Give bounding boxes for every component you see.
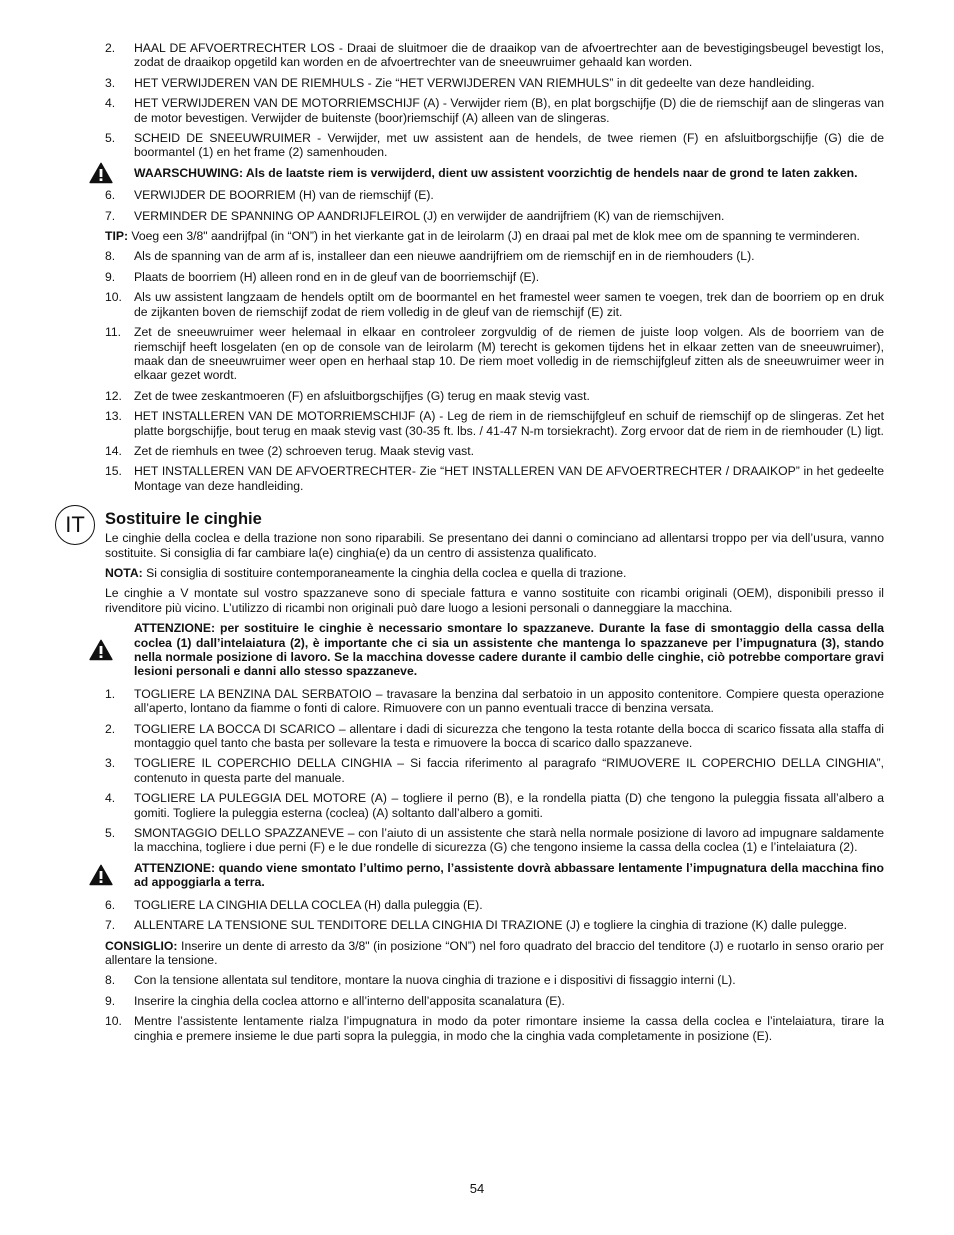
nota-label: NOTA: <box>105 565 143 580</box>
it-steps-6-7 <box>105 898 884 933</box>
item-text: Mentre l’assistente lentamente rialza l’impugnatura in modo da poter rimontare insieme la cassa della coclea e l’intelaiatura, tirare la cinghia e premere insieme le due parti sopra la puleggia, in modo che la cinghia vada completamente in posizione (E). <box>134 1014 884 1043</box>
item-number: 12. <box>105 388 122 403</box>
item-text: VERMINDER DE SPANNING OP AANDRIJFLEIROL (J) en verwijder de aandrijfriem (K) van de riemschijven. <box>134 208 725 223</box>
item-number: 9. <box>105 269 116 284</box>
item-text: TOGLIERE LA PULEGGIA DEL MOTORE (A) – togliere il perno (B), e la rondella piatta (D) che tengono la puleggia fissata all’albero a gomiti. Togliere la puleggia esterna (coclea) (A) soltanto dall’albero a gomiti. <box>134 791 884 820</box>
item-number: 7. <box>105 208 116 223</box>
warning-text: ATTENZIONE: per sostituire le cinghie è necessario smontare lo spazzaneve. Durante la fase di smontaggio della cassa della coclea (1) dall’intelaiatura (2), è importante che ci sia un assistente che mantenga lo spazzaneve per l’impugnatura (3), stando nella normale posizione di lavoro. Se la macchina dovesse cadere durante il cambio delle cinghie, ciò potrebbe comportare gravi lesioni personali e danni allo stesso spazzaneve. <box>134 621 884 679</box>
it-warning-1 <box>105 621 884 679</box>
list-item <box>105 270 884 284</box>
item-number: 4. <box>105 96 116 111</box>
item-text: TOGLIERE LA BOCCA DI SCARICO – allentare i dadi di sicurezza che tengono la testa rotante della bocca di scarico fissata alla staffa di montaggio quel tanto che basta per sollevare la testa e rimuovere la bocca di scarico dallo spazzaneve. <box>134 721 884 751</box>
page-number: 54 <box>469 1181 485 1196</box>
list-item <box>105 249 884 263</box>
item-number: 14. <box>105 443 122 458</box>
item-number: 8. <box>105 973 116 988</box>
list-item <box>105 918 884 932</box>
item-number: 11. <box>105 325 122 340</box>
list-item <box>105 96 884 125</box>
item-text: Con la tensione allentata sul tenditore, montare la nuova cinghia di trazione e i dispositivi di fissaggio interni (L). <box>134 973 736 988</box>
item-number: 5. <box>105 826 116 841</box>
item-number: 13. <box>105 409 122 424</box>
list-item <box>105 756 884 785</box>
list-item <box>105 409 884 438</box>
item-number: 10. <box>105 290 122 305</box>
item-text: TOGLIERE IL COPERCHIO DELLA CINGHIA – Si faccia riferimento al paragrafo “RIMUOVERE IL COPERCHIO DELLA CINGHIA”, contenuto in questa parte del manuale. <box>134 756 884 785</box>
list-item <box>105 325 884 383</box>
warning-triangle-icon <box>89 864 113 886</box>
list-item <box>105 444 884 458</box>
it-vbelt-note: Le cinghie a V montate sul vostro spazzaneve sono di speciale fattura e vanno sostituite con ricambi originali (OEM), disponibili presso il rivenditore più vicino. L’utilizzo di ricambi non originali può dare luogo a lesioni personali o danneggiare la macchina. <box>105 586 884 615</box>
warning-triangle-icon <box>89 639 113 661</box>
item-text: SCHEID DE SNEEUWRUIMER - Verwijder, met uw assistent aan de hendels, de twee riemen (F) en afsluitborgschijfje (G) die de boormantel (1) en het frame (2) samenhouden. <box>134 131 884 160</box>
item-text: Plaats de boorriem (H) alleen rond en in de gleuf van de boorriemschijf (E). <box>134 269 540 284</box>
item-number: 7. <box>105 918 116 933</box>
item-number: 9. <box>105 993 116 1008</box>
it-nota <box>105 566 884 580</box>
list-item <box>105 791 884 820</box>
item-text: HET INSTALLEREN VAN DE AFVOERTRECHTER- Zie “HET INSTALLEREN VAN DE AFVOERTRECHTER / DRAAIKOP” in het gedeelte Montage van deze handleiding. <box>134 464 884 493</box>
list-item <box>105 994 884 1008</box>
nl-steps-8-15 <box>105 249 884 493</box>
list-item <box>105 389 884 403</box>
item-text: TOGLIERE LA BENZINA DAL SERBATOIO – travasare la benzina dal serbatoio in un apposito contenitore. Compiere questa operazione all’aperto, lontano da fiamme o fonti di calore. Rimuovere con un panno eventuali tracce di benzina versata. <box>134 686 884 716</box>
item-number: 1. <box>105 686 116 701</box>
item-number: 2. <box>105 41 116 55</box>
list-item <box>105 76 884 90</box>
it-section <box>65 509 884 1043</box>
item-text: Als uw assistent langzaam de hendels optilt om de boormantel en het framestel weer samen te voegen, trek dan de boorriem op en druk de zijkanten boven de riemschijf zodat de riem volledig in de gleuf van de riemschijf (E) zit. <box>134 290 884 319</box>
item-text: VERWIJDER DE BOORRIEM (H) van de riemschijf (E). <box>134 188 434 203</box>
list-item <box>105 1014 884 1043</box>
nl-steps-6-7 <box>105 188 884 223</box>
it-warning-2 <box>105 861 884 890</box>
item-number: 3. <box>105 75 116 90</box>
item-number: 4. <box>105 791 116 806</box>
item-number: 5. <box>105 131 116 146</box>
list-item <box>105 290 884 319</box>
item-number: 8. <box>105 249 116 264</box>
list-item <box>105 826 884 855</box>
item-number: 3. <box>105 756 116 771</box>
it-consiglio <box>105 939 884 968</box>
list-item <box>105 209 884 223</box>
list-item <box>105 898 884 912</box>
item-text: Inserire la cinghia della coclea attorno e all’interno dell’apposita scanalatura (E). <box>134 993 565 1008</box>
it-steps-8-10 <box>105 973 884 1043</box>
warning-text: ATTENZIONE: quando viene smontato l’ultimo perno, l’assistente dovrà abbassare lentamente l’impugnatura della macchina fino ad appoggiarla a terra. <box>134 860 884 890</box>
list-item <box>105 722 884 751</box>
item-text: HET VERWIJDEREN VAN DE RIEMHULS - Zie “HET VERWIJDEREN VAN RIEMHULS” in dit gedeelte van deze handleiding. <box>134 75 815 90</box>
item-text: TOGLIERE LA CINGHIA DELLA COCLEA (H) dalla puleggia (E). <box>134 897 483 912</box>
consiglio-text: Inserire un dente di arresto da 3/8" (in posizione “ON”) nel foro quadrato del braccio del tenditore (J) e ruotarlo in senso orario per allentare la tensione. <box>105 938 884 967</box>
item-text: SMONTAGGIO DELLO SPAZZANEVE – con l’aiuto di un assistente che starà nella normale posizione di lavoro ad impugnare saldamente la macchina, togliere i due perni (F) e le due rondelle di sicurezza (G) che tengono insieme la cassa della coclea (1) e l’intelaiatura (2). <box>134 826 884 855</box>
warning-triangle-icon <box>89 162 113 184</box>
section-heading: Sostituire le cinghie <box>105 510 262 529</box>
language-badge: IT <box>55 505 95 545</box>
item-text: Als de spanning van de arm af is, installeer dan een nieuwe aandrijfriem om de riemschijf en in de riemhouders (L). <box>134 249 755 264</box>
list-item <box>105 41 884 70</box>
item-number: 15. <box>105 464 122 479</box>
nl-steps-1-5 <box>105 41 884 160</box>
tip-text: Voeg een 3/8" aandrijfpal (in “ON”) in het vierkante gat in de leirolarm (J) en draai pal met de klok mee om de spanning te verminderen. <box>128 229 860 244</box>
item-number: 6. <box>105 897 116 912</box>
warning-text: WAARSCHUWING: Als de laatste riem is verwijderd, dient uw assistent voorzichtig de hendels naar de grond te laten zakken. <box>134 165 858 180</box>
item-text: Zet de sneeuwruimer weer helemaal in elkaar en controleer zorgvuldig of de riemen de juiste loop volgen. Als de boorriem van de riemschijf heeft losgelaten (en op de console van de leirolarm (M) terecht is gekomen tijdens het in elkaar zetten van de sneeuwruimer), maak dan de sneeuwruimer weer open en herhaal stap 10. De riem moet volledig in de riemschijfgleuf zitten als de sneeuwruimer weer in elkaar gezet wordt. <box>134 325 884 383</box>
content-column <box>65 41 884 1049</box>
list-item <box>105 464 884 493</box>
item-text: ALLENTARE LA TENSIONE SUL TENDITORE DELLA CINGHIA DI TRAZIONE (J) e togliere la cinghia di trazione (K) dalle pulegge. <box>134 918 848 933</box>
list-item <box>105 687 884 716</box>
item-text: Zet de twee zeskantmoeren (F) en afsluitborgschijfjes (G) terug en maak stevig vast. <box>134 388 590 403</box>
item-text: HET INSTALLEREN VAN DE MOTORRIEMSCHIJF (A) - Leg de riem in de riemschijfgleuf en schuif de riemschijf op de slingeras. Zet het platte borgschijfje, bout terug en maak stevig vast (30-35 ft. lbs. / 41-47 N-m torsiekracht). Zorg ervoor dat de riem in de riemhouder (L) ligt. <box>134 409 884 438</box>
consiglio-label: CONSIGLIO: <box>105 938 178 953</box>
nl-warning <box>105 166 884 180</box>
nota-text: Si consiglia di sostituire contemporaneamente la cinghia della coclea e quella di trazione. <box>142 565 627 580</box>
list-item <box>105 973 884 987</box>
item-number: 10. <box>105 1014 122 1029</box>
nl-tip <box>105 229 884 243</box>
item-number: 2. <box>105 721 116 736</box>
item-text: Zet de riemhuls en twee (2) schroeven terug. Maak stevig vast. <box>134 443 475 458</box>
item-text: HAAL DE AFVOERTRECHTER LOS - Draai de sluitmoer die de draaikop van de afvoertrechter aan de bevestigingsbeugel bevestigt los, zodat de draaikop opgetild kan worden en de afvoertrechter van de sneeuwruimer gehaald kan worden. <box>134 41 884 70</box>
tip-label: TIP: <box>105 229 129 244</box>
list-item <box>105 188 884 202</box>
item-text: HET VERWIJDEREN VAN DE MOTORRIEMSCHIJF (A) - Verwijder riem (B), en plat borgschijfje (D) die de riemschijf aan de slingeras van de motor bevestigen. Verwijder de buitenste (boor)riemschijf (A) alleen van de slingeras. <box>134 96 884 125</box>
list-item <box>105 131 884 160</box>
it-intro: Le cinghie della coclea e della trazione non sono riparabili. Se presentano dei danni o cominciano ad allentarsi troppo per via dell’usura, vanno sostituite. Si consiglia di far cambiare la(e) cinghia(e) da un centro di assistenza qualificato. <box>105 531 884 560</box>
it-steps-1-5 <box>105 687 884 855</box>
item-number: 6. <box>105 188 116 203</box>
